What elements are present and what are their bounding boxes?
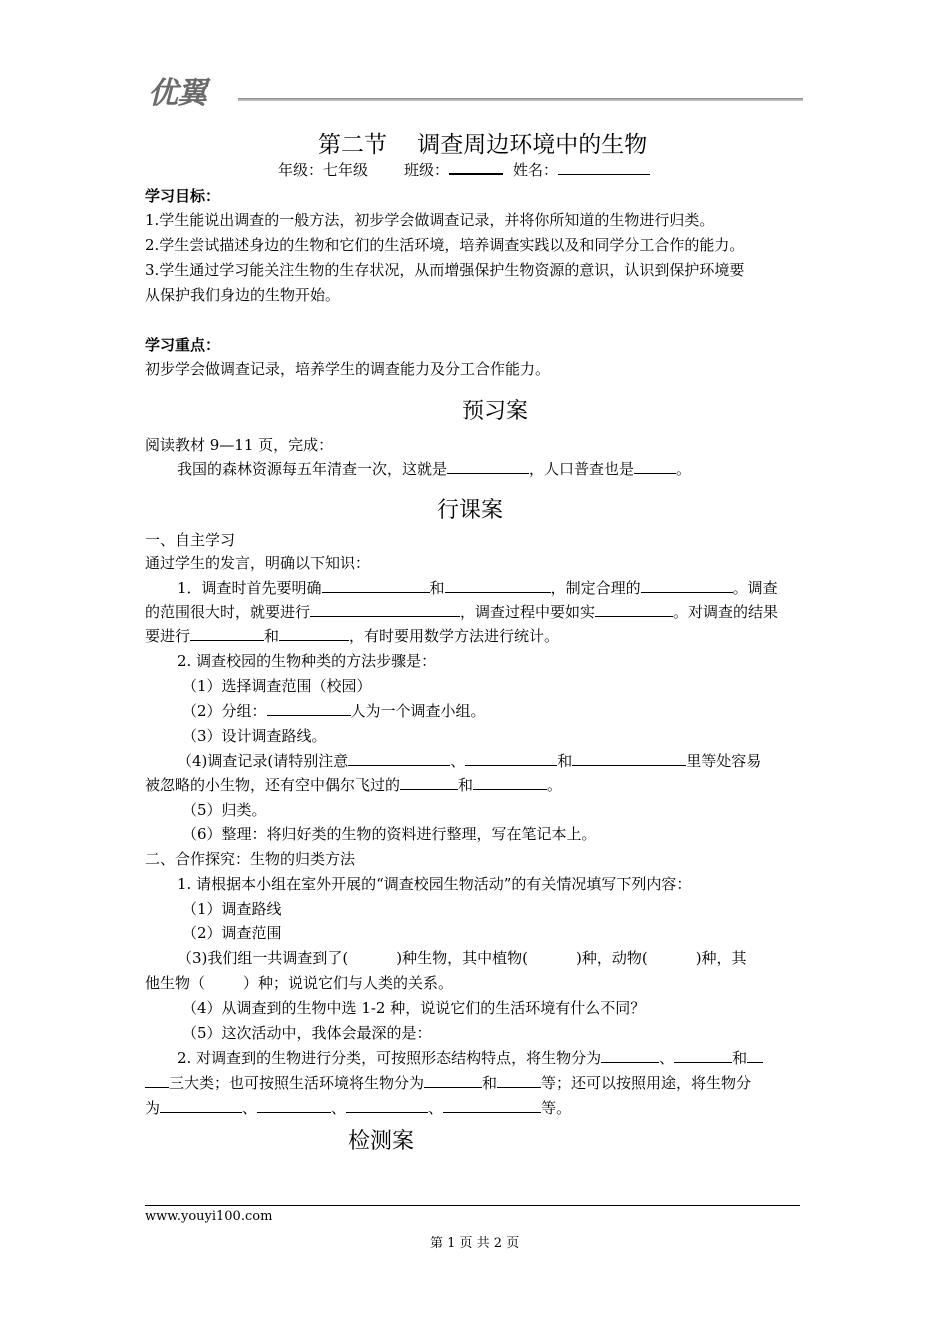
answer-blank[interactable] xyxy=(445,578,551,593)
step-line xyxy=(182,699,486,723)
text: 人为一个调查小组。 xyxy=(350,702,486,720)
answer-blank[interactable] xyxy=(424,1073,482,1088)
step-line xyxy=(145,773,562,797)
question-line: 1. 请根据本小组在室外开展的“调查校园生物活动”的有关情况填写下列内容： xyxy=(177,875,692,893)
paragraph-line xyxy=(177,576,778,600)
name-label: 姓名： xyxy=(513,161,559,179)
key-points-text: 初步学会做调查记录，培养学生的调查能力及分工合作能力。 xyxy=(145,360,551,378)
step-line: （6）整理：将归好类的生物的资料进行整理，写在笔记本上。 xyxy=(182,825,597,843)
answer-blank[interactable] xyxy=(747,1048,763,1063)
text: 和 xyxy=(458,776,474,794)
answer-blank[interactable] xyxy=(257,1098,331,1113)
step-line: （1）选择调查范围（校园） xyxy=(182,677,372,695)
text: 、 xyxy=(242,1099,258,1117)
answer-blank[interactable] xyxy=(322,578,430,593)
text: 和 xyxy=(732,1049,748,1067)
answer-blank[interactable] xyxy=(348,751,450,766)
paragraph-line xyxy=(145,600,778,624)
question-line: （2）调查范围 xyxy=(182,924,282,942)
text: )种，动物( xyxy=(575,949,648,967)
text: 、 xyxy=(428,1099,444,1117)
info-line xyxy=(278,158,650,182)
answer-blank[interactable] xyxy=(310,602,460,617)
text: ，制定合理的 xyxy=(550,579,641,597)
text: 他生物（ xyxy=(145,974,206,992)
header-rule xyxy=(238,98,803,101)
answer-blank[interactable] xyxy=(595,602,673,617)
objectives-heading: 学习目标： xyxy=(145,187,221,205)
text: 的范围很大时，就要进行 xyxy=(145,603,311,621)
question-line xyxy=(145,1071,751,1095)
question-line xyxy=(145,1096,571,1120)
question-line: （1）调查路线 xyxy=(182,900,282,918)
answer-blank[interactable] xyxy=(145,1073,169,1088)
answer-blank[interactable] xyxy=(346,1098,428,1113)
answer-blank[interactable] xyxy=(190,626,264,641)
text: ，调查过程中要如实 xyxy=(460,603,596,621)
preview-intro: 阅读教材 9—11 页，完成： xyxy=(145,436,334,454)
answer-blank[interactable] xyxy=(279,626,349,641)
grade-label: 年级：七年级 xyxy=(278,161,369,179)
text: )种生物，其中植物( xyxy=(396,949,528,967)
paragraph-line xyxy=(145,624,559,648)
question-line xyxy=(177,946,747,970)
text: 和 xyxy=(557,752,573,770)
text: 、 xyxy=(659,1049,675,1067)
text: 。 xyxy=(676,460,692,478)
answer-blank[interactable] xyxy=(400,775,458,790)
answer-blank[interactable] xyxy=(674,1048,732,1063)
footer-rule xyxy=(145,1205,800,1206)
test-heading: 检测案 xyxy=(348,1129,415,1154)
footer-url[interactable]: www.youyi100.com xyxy=(145,1209,273,1224)
objective-item: 3.学生通过学习能关注生物的生存状况，从而增强保护生物资源的意识，认识到保护环境要 xyxy=(145,261,745,279)
text: 里等处容易 xyxy=(686,752,762,770)
answer-blank[interactable] xyxy=(465,751,557,766)
objective-item: 从保护我们身边的生物开始。 xyxy=(145,286,341,304)
text: ，有时要用数学方法进行统计。 xyxy=(349,627,560,645)
answer-blank[interactable] xyxy=(497,1073,541,1088)
text: 1．调查时首先要明确 xyxy=(177,579,322,597)
text: 为 xyxy=(145,1099,161,1117)
text: 、 xyxy=(450,752,466,770)
answer-blank[interactable] xyxy=(634,459,676,474)
answer-blank[interactable] xyxy=(447,459,529,474)
answer-blank[interactable] xyxy=(641,578,733,593)
text: ，人口普查也是 xyxy=(529,460,635,478)
text: 和 xyxy=(482,1074,498,1092)
youyi-logo: 优翼 xyxy=(148,76,206,111)
text: 被忽略的小生物，还有空中偶尔飞过的 xyxy=(145,776,401,794)
lesson-heading: 行课案 xyxy=(437,498,504,523)
answer-blank[interactable] xyxy=(572,751,686,766)
step-line: （5）归类。 xyxy=(182,801,267,819)
step-line xyxy=(177,749,761,773)
text: （3)我们组一共调查到了( xyxy=(177,949,349,967)
name-blank[interactable] xyxy=(558,160,650,175)
text: ）种；说说它们与人类的关系。 xyxy=(243,974,454,992)
text: 。对调查的结果 xyxy=(673,603,779,621)
text: 和 xyxy=(429,579,445,597)
text: 、 xyxy=(331,1099,347,1117)
answer-blank[interactable] xyxy=(267,701,351,716)
class-blank[interactable] xyxy=(449,159,503,175)
text: 要进行 xyxy=(145,627,191,645)
text: 2. 对调查到的生物进行分类，可按照形态结构特点，将生物分为 xyxy=(177,1049,602,1067)
objective-item: 1.学生能说出调查的一般方法，初步学会做调查记录，并将你所知道的生物进行归类。 xyxy=(145,211,715,229)
key-points-heading: 学习重点： xyxy=(145,336,221,354)
objective-item: 2.学生尝试描述身边的生物和它们的生活环境，培养调查实践以及和同学分工合作的能力。 xyxy=(145,236,745,254)
text: 等。 xyxy=(541,1099,572,1117)
text: 等；还可以按照用途，将生物分 xyxy=(541,1074,752,1092)
text: （2）分组： xyxy=(182,702,267,720)
question-line: （4）从调查到的生物中选 1-2 种，说说它们的生活环境有什么不同？ xyxy=(182,999,646,1017)
text: （4)调查记录(请特别注意 xyxy=(177,752,349,770)
preview-heading: 预习案 xyxy=(462,399,529,424)
preview-question xyxy=(177,457,691,481)
text: 三大类；也可按照生活环境将生物分为 xyxy=(169,1074,425,1092)
answer-blank[interactable] xyxy=(601,1048,659,1063)
text: 和 xyxy=(264,627,280,645)
text: 。调查 xyxy=(732,579,778,597)
page-number: 第 1 页 共 2 页 xyxy=(430,1236,520,1251)
text: 我国的森林资源每五年清查一次，这就是 xyxy=(177,460,448,478)
question-line: （5）这次活动中，我体会最深的是： xyxy=(182,1024,432,1042)
page-title: 第二节 调查周边环境中的生物 xyxy=(318,132,648,158)
question-line xyxy=(145,971,453,995)
paragraph-line: 2. 调查校园的生物种类的方法步骤是： xyxy=(177,652,437,670)
class-label: 班级： xyxy=(404,161,450,179)
section-intro: 通过学生的发言，明确以下知识： xyxy=(145,554,371,572)
answer-blank[interactable] xyxy=(443,1098,541,1113)
section-heading: 二、合作探究：生物的归类方法 xyxy=(145,850,356,868)
question-line xyxy=(177,1046,763,1070)
answer-blank[interactable] xyxy=(160,1098,242,1113)
step-line: （3）设计调查路线。 xyxy=(182,727,327,745)
answer-blank[interactable] xyxy=(473,775,547,790)
text: )种，其 xyxy=(695,949,747,967)
section-heading: 一、自主学习 xyxy=(145,531,236,549)
text: 。 xyxy=(547,776,563,794)
